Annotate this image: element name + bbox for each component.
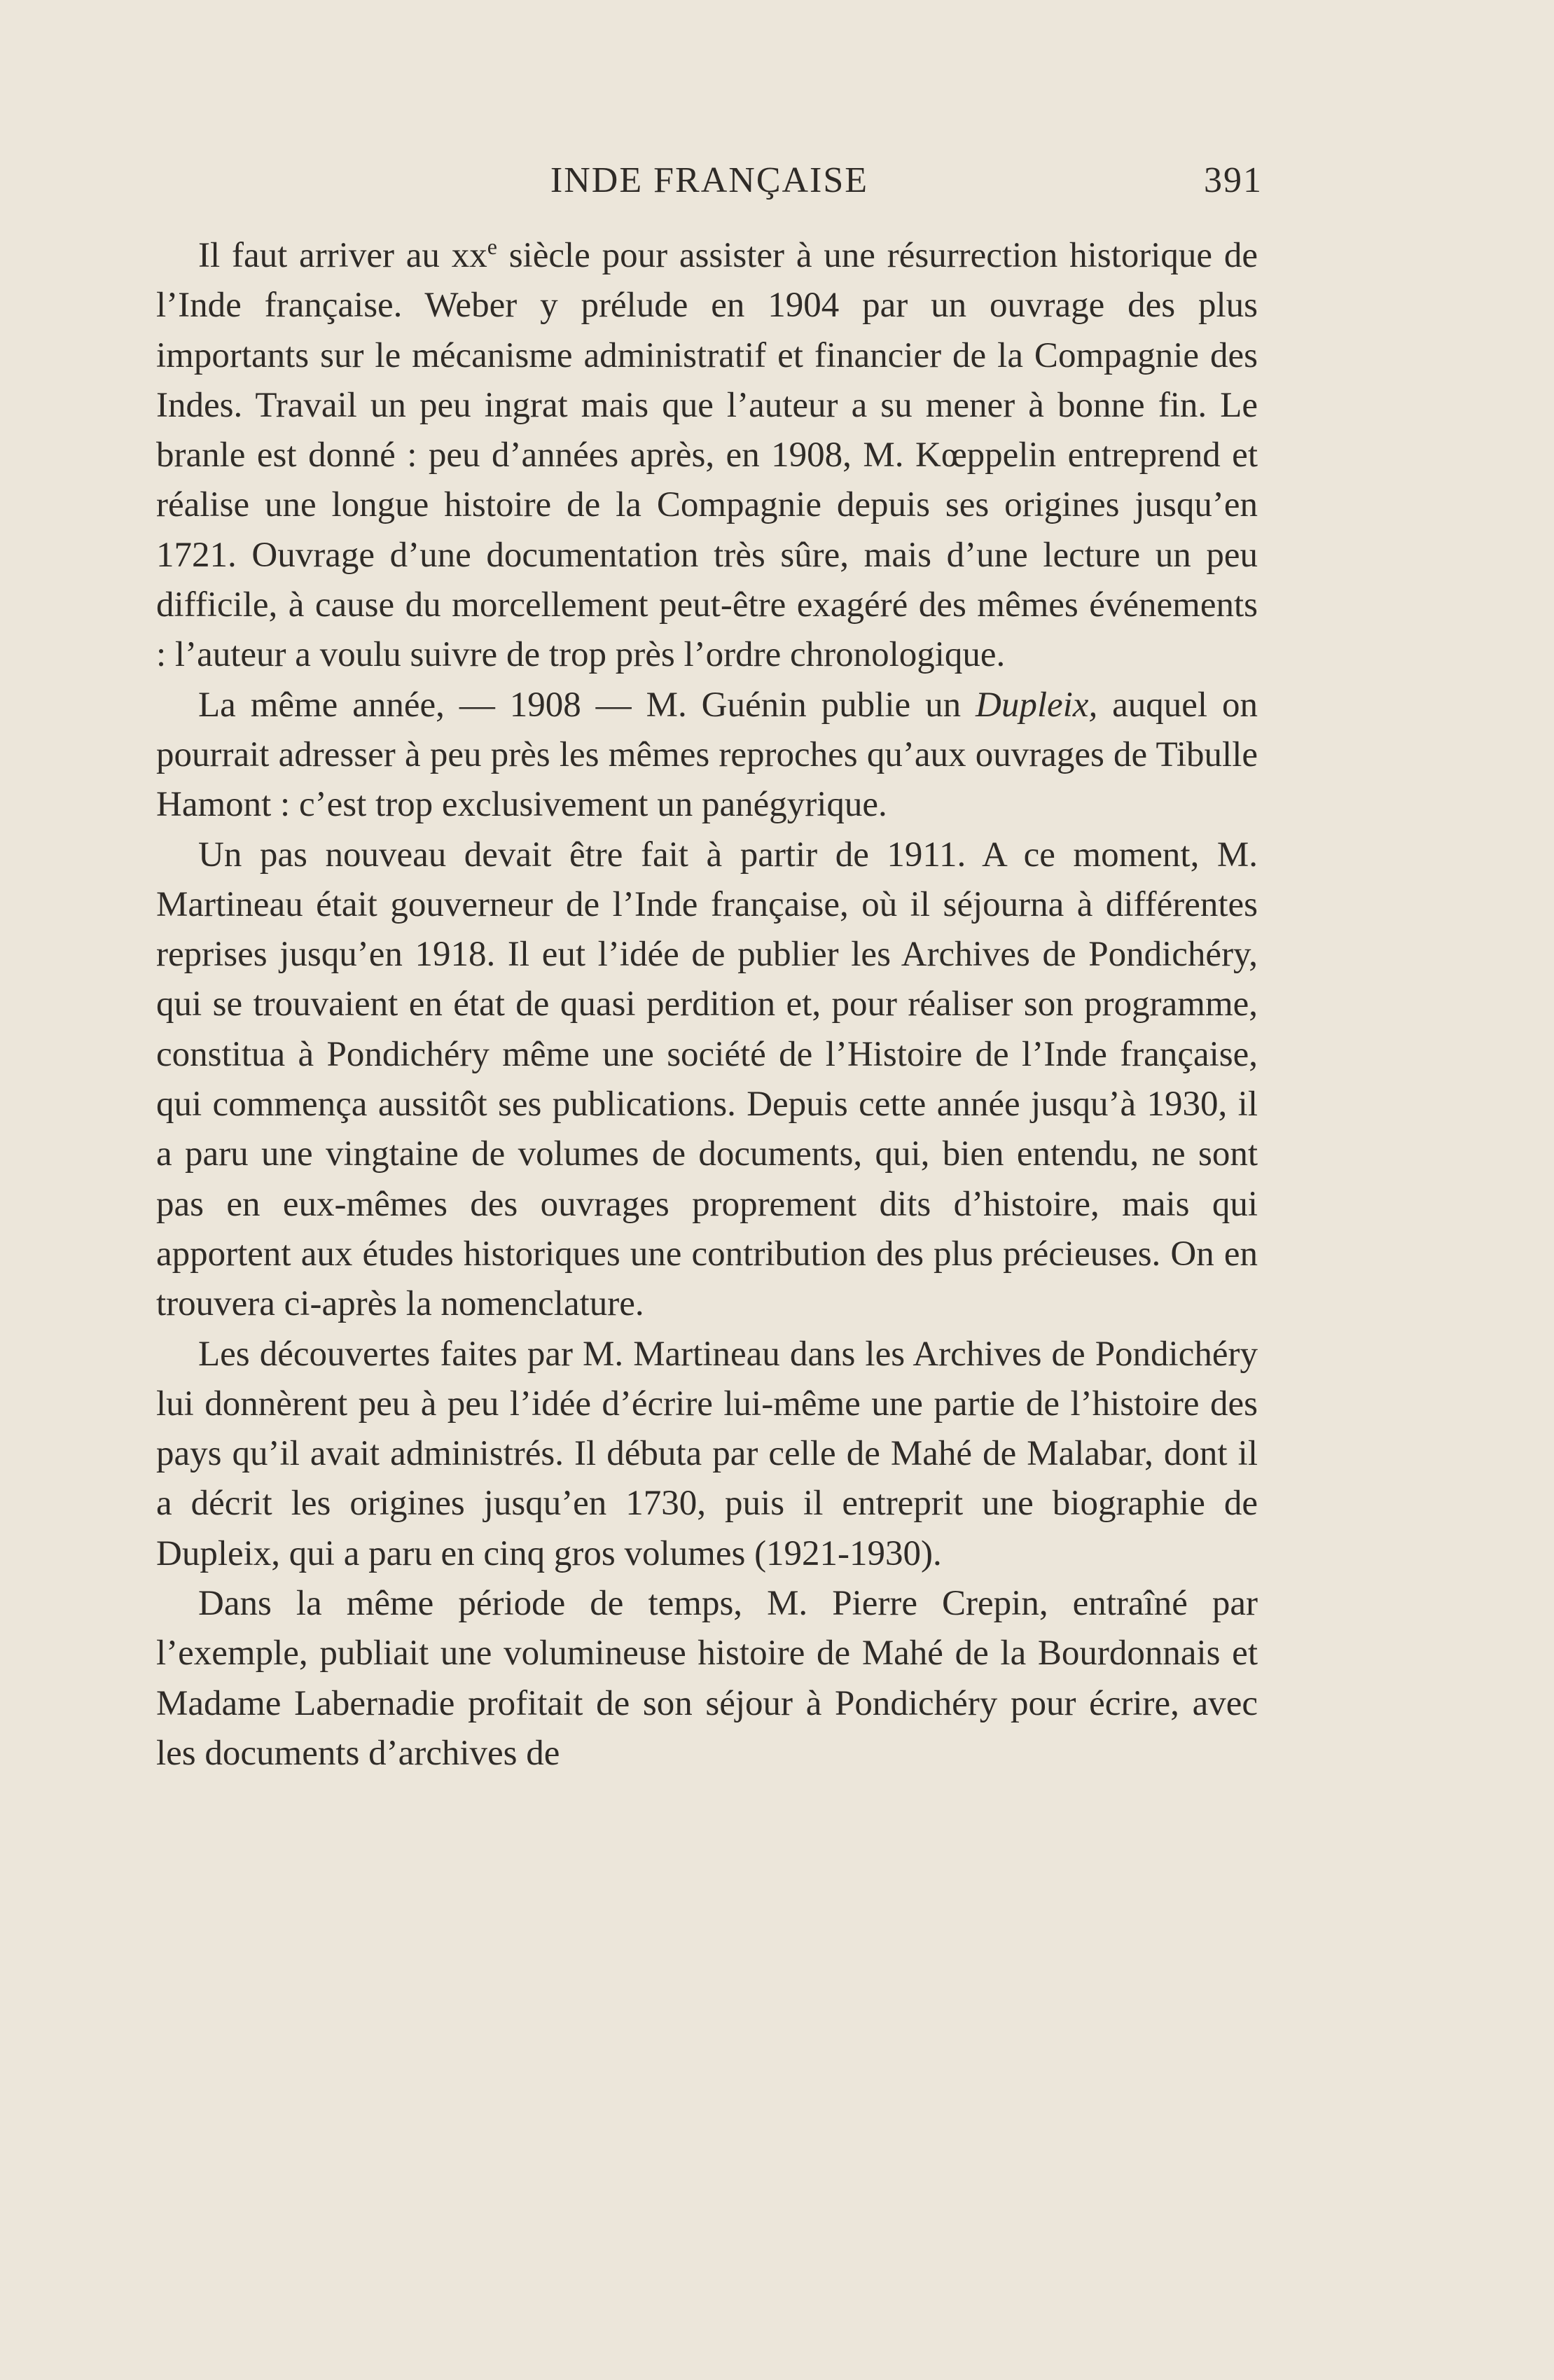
paragraph-5 (156, 1579, 1258, 1779)
paragraph-2 (156, 681, 1258, 830)
paragraph-2-before: La même année, — 1908 — M. Guénin publie un (198, 685, 976, 725)
running-header (156, 160, 1263, 216)
running-title: INDE FRANÇAISE (550, 160, 869, 200)
paragraph-1-text: siècle pour assister à une résurrection historique de l’Inde française. Weber y prélude en 1904 par un ouvrage des plus importants sur le mécanisme administratif et financier de la Compagnie des Indes. Travail un peu ingrat mais que l’auteur a su mener à bonne fin. Le branle est donné : peu d’années après, en 1908, M. Kœppelin entreprend et réalise une longue histoire de la Compagnie depuis ses origines jusqu’en 1721. Ouvrage d’une documentation très sûre, mais d’une lecture un peu difficile, à cause du morcellement peut-être exagéré des mêmes événements : l’auteur a voulu suivre de trop près l’ordre chronologique. (156, 236, 1258, 675)
century-superscript: e (487, 234, 497, 259)
paragraph-5-text: Dans la même période de temps, M. Pierre Crepin, entraîné par l’exemple, publiait une volumineuse histoire de Mahé de la Bourdonnais et Madame Labernadie profitait de son séjour à Pondichéry pour écrire, avec les documents d’archives de (156, 1584, 1258, 1773)
paragraph-1 (156, 231, 1258, 681)
page-number: 391 (1204, 160, 1263, 200)
paragraph-4-text: Les découvertes faites par M. Martineau dans les Archives de Pondichéry lui donnèrent peu à peu l’idée d’écrire lui-même une partie de l’histoire des pays qu’il avait administrés. Il débuta par celle de Mahé de Malabar, dont il a décrit les origines jusqu’en 1730, puis il entreprit une biographie de Dupleix, qui a paru en cinq gros volumes (1921-1930). (156, 1334, 1258, 1573)
paragraph-1-lead: Il faut arriver au xx (198, 236, 487, 275)
paragraph-3 (156, 830, 1258, 1330)
body-text (156, 231, 1258, 1779)
book-title-dupleix: Dupleix, (976, 685, 1098, 725)
paragraph-4 (156, 1330, 1258, 1579)
paragraph-3-text: Un pas nouveau devait être fait à partir de 1911. A ce moment, M. Martineau était gouverneur de l’Inde française, où il séjourna à différentes reprises jusqu’en 1918. Il eut l’idée de publier les Archives de Pondichéry, qui se trouvaient en état de quasi perdition et, pour réaliser son programme, constitua à Pondichéry même une société de l’Histoire de l’Inde française, qui commença aussitôt ses publications. Depuis cette année jusqu’à 1930, il a paru une vingtaine de volumes de documents, qui, bien entendu, ne sont pas en eux-mêmes des ouvrages proprement dits d’histoire, mais qui apportent aux études historiques une contribution des plus précieuses. On en trouvera ci-après la nomenclature. (156, 835, 1258, 1324)
paragraph-2-after: auquel on pourrait adresser à peu près les mêmes reproches qu’aux ouvrages de Tibulle Hamont : c’est trop exclusivement un panégyrique. (156, 685, 1258, 825)
